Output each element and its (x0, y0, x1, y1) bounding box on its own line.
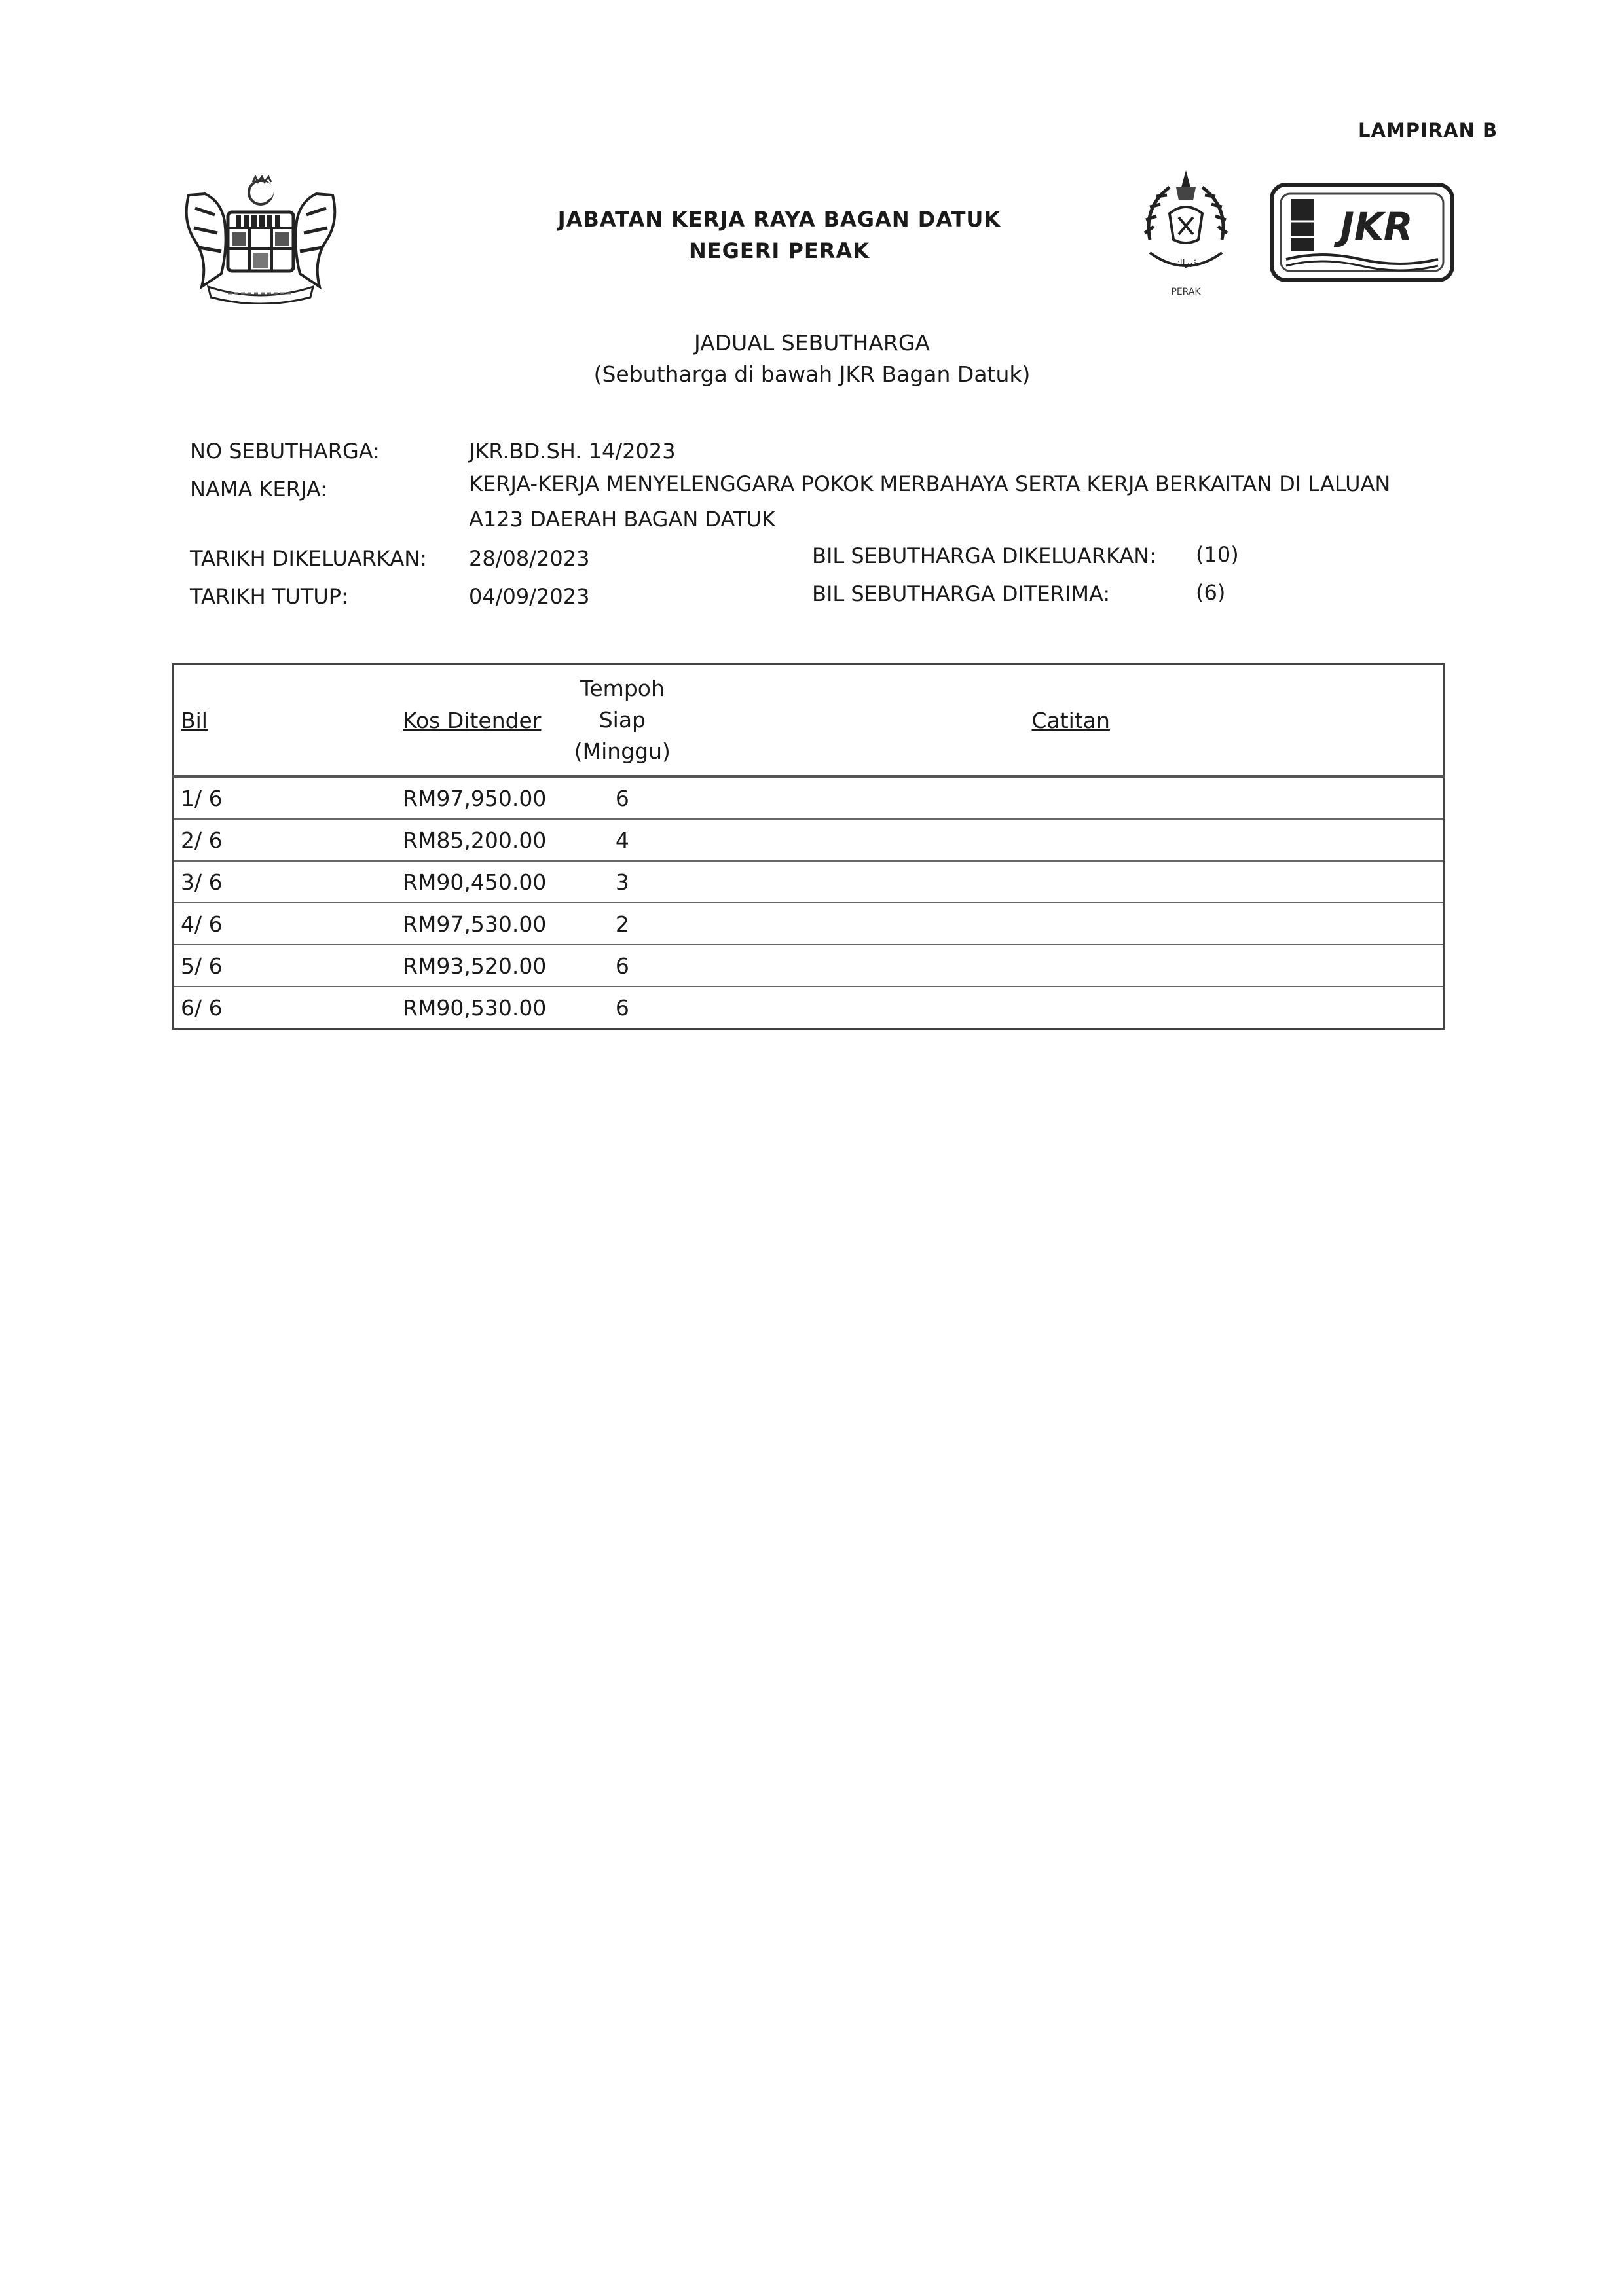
state-title: NEGERI PERAK (689, 238, 870, 263)
row-bil-cell: 4/ 6 (174, 903, 358, 945)
table-header-row (174, 665, 1445, 777)
work-name-line2: A123 DAERAH BAGAN DATUK (469, 507, 775, 532)
row-catitan-cell (698, 861, 1444, 903)
row-kos-cell: RM97,950.00 (357, 776, 546, 819)
header-tempoh-siap: Tempoh Siap (Minggu) (546, 665, 698, 777)
schedule-title: JADUAL SEBUTHARGA (694, 330, 930, 355)
table-row (174, 945, 1445, 987)
row-catitan-cell (698, 776, 1444, 819)
closing-date-value: 04/09/2023 (469, 584, 590, 609)
row-bil-cell: 3/ 6 (174, 861, 358, 903)
svg-text:ﮈﯿﺮﺍﻙ: ﮈﯿﺮﺍﻙ (1175, 258, 1197, 268)
quotes-issued-value: (10) (1196, 542, 1239, 567)
row-catitan-cell (698, 819, 1444, 861)
header-kos-ditender: Kos Ditender (357, 665, 546, 777)
header-catitan: Catitan (698, 665, 1444, 777)
department-title: JABATAN KERJA RAYA BAGAN DATUK (557, 207, 1001, 232)
work-name-label: NAMA KERJA: (190, 477, 327, 501)
row-tempoh-cell: 6 (546, 776, 698, 819)
table-row (174, 987, 1445, 1029)
row-catitan-cell (698, 903, 1444, 945)
jkr-logo (1269, 182, 1455, 283)
row-tempoh-cell: 6 (546, 945, 698, 987)
schedule-subtitle: (Sebutharga di bawah JKR Bagan Datuk) (593, 361, 1031, 387)
row-bil-cell: 6/ 6 (181, 994, 223, 1021)
perak-label: PERAK (1171, 287, 1201, 297)
annex-label: LAMPIRAN B (1358, 119, 1498, 141)
quotes-issued-label: BIL SEBUTHARGA DIKELUARKAN: (812, 543, 1156, 568)
row-tempoh-cell: 3 (546, 861, 698, 903)
quotes-received-label: BIL SEBUTHARGA DITERIMA: (812, 581, 1111, 606)
table-row (174, 903, 1445, 945)
row-bil-cell: 2/ 6 (174, 819, 358, 861)
row-kos-cell: RM93,520.00 (357, 945, 546, 987)
perak-state-crest-logo (1130, 161, 1242, 304)
row-catitan-cell (698, 945, 1444, 987)
table-row (174, 776, 1445, 819)
row-catitan-cell (698, 987, 1444, 1029)
header-bil: Bil (174, 665, 358, 777)
row-tempoh-cell: 6 (615, 994, 629, 1021)
jkr-label: JKR (1340, 204, 1413, 249)
table-row (174, 819, 1445, 861)
row-tempoh-cell: 4 (546, 819, 698, 861)
issue-date-label: TARIKH DIKELUARKAN: (190, 546, 427, 571)
malaysia-coat-of-arms-logo (175, 175, 346, 304)
quote-number-label: NO SEBUTHARGA: (190, 439, 380, 464)
row-kos-cell: RM85,200.00 (357, 819, 546, 861)
quote-number-value: JKR.BD.SH. 14/2023 (469, 439, 676, 464)
row-kos-cell: RM90,450.00 (357, 861, 546, 903)
row-kos-cell: RM97,530.00 (357, 903, 546, 945)
work-name-line1: KERJA-KERJA MENYELENGGARA POKOK MERBAHAYA SERTA KERJA BERKAITAN DI LALUAN (469, 471, 1391, 496)
closing-date-label: TARIKH TUTUP: (190, 584, 348, 609)
row-tempoh-cell: 2 (546, 903, 698, 945)
table-row (174, 861, 1445, 903)
quotation-table (172, 663, 1445, 1030)
row-bil-cell: 1/ 6 (174, 776, 358, 819)
quotes-received-value: (6) (1196, 580, 1226, 605)
row-bil-cell: 5/ 6 (174, 945, 358, 987)
row-kos-cell: RM90,530.00 (403, 994, 547, 1021)
issue-date-value: 28/08/2023 (469, 546, 590, 571)
